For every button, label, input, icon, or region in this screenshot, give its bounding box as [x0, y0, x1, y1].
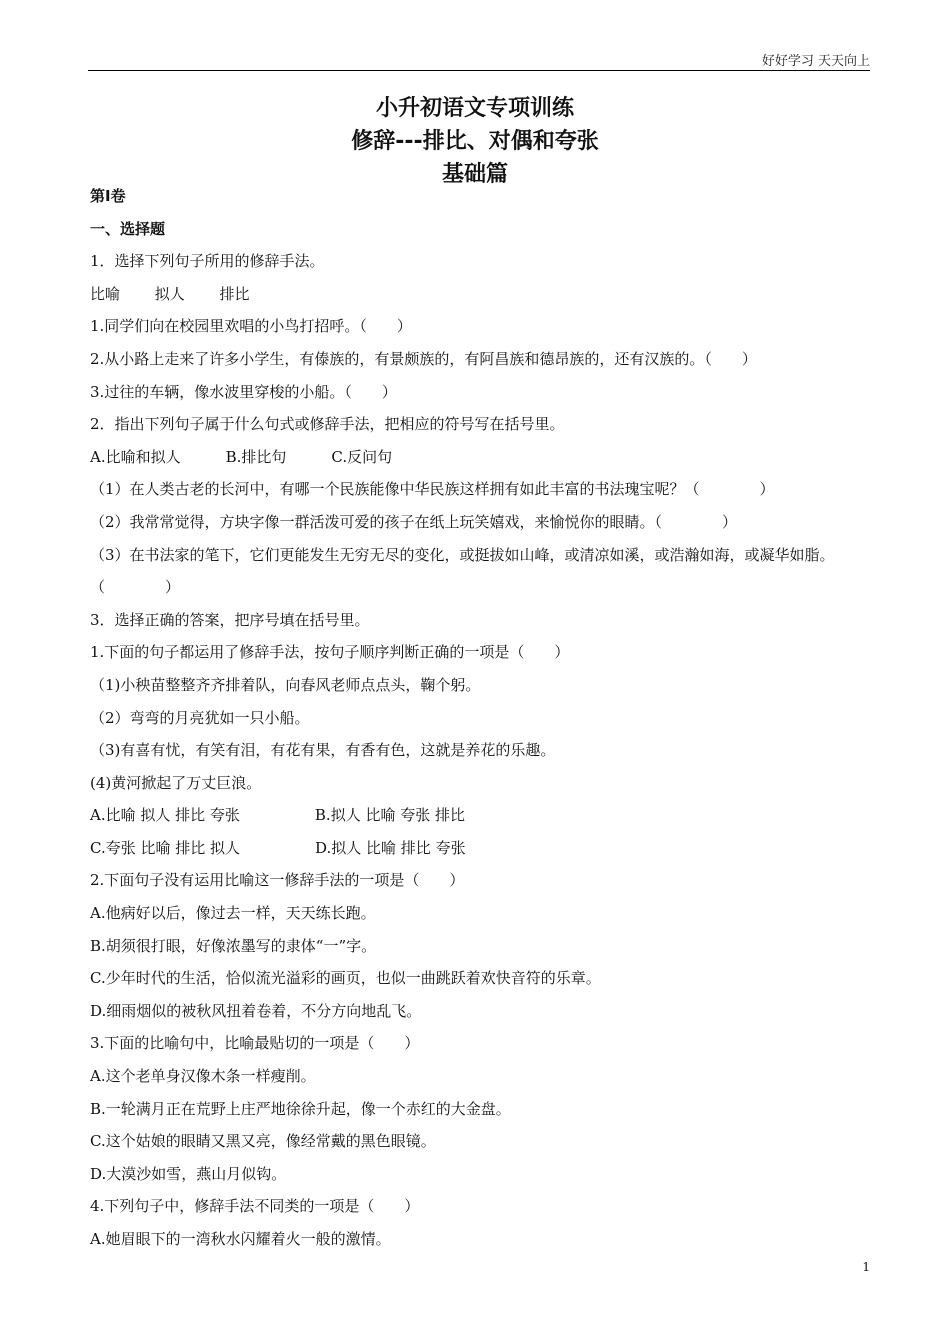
text-line: B.胡须很打眼，好像浓墨写的隶体“一”字。 — [90, 936, 377, 955]
sub-title: 修辞---排比、对偶和夸张 — [351, 129, 599, 154]
text-line: （1)小秧苗整整齐齐排着队，向春风老师点点头，鞠个躬。 — [90, 675, 481, 694]
text-line: 比喻 拟人 排比 — [90, 284, 250, 303]
header-rule — [88, 70, 870, 71]
text-line: A.这个老单身汉像木条一样瘦削。 — [90, 1067, 316, 1086]
text-line: A.她眉眼下的一湾秋水闪耀着火一般的激情。 — [90, 1230, 391, 1248]
text-line: C.少年时代的生活，恰似流光溢彩的画页，也似一曲跳跃着欢快音符的乐章。 — [90, 969, 601, 988]
text-line: D.细雨烟似的被秋风扭着卷着，不分方向地乱飞。 — [90, 1001, 422, 1020]
text-line: (4)黄河掀起了万丈巨浪。 — [90, 773, 262, 792]
text-line: 2.从小路上走来了许多小学生，有傣族的，有景颇族的，有阿昌族和德昂族的，还有汉族的。（ ） — [90, 349, 757, 368]
text-line: 1.下面的句子都运用了修辞手法，按句子顺序判断正确的一项是（ ） — [90, 643, 570, 662]
section-heading: 一、选择题 — [90, 219, 166, 238]
text-line: A.比喻和拟人 B.排比句 C.反问句 — [90, 447, 393, 466]
text-line: 3．选择正确的答案，把序号填在括号里。 — [90, 610, 370, 629]
text-line: C.这个姑娘的眼睛又黑又亮，像经常戴的黑色眼镜。 — [90, 1132, 436, 1151]
page-header-text: 好好学习 天天向上 — [761, 54, 870, 69]
section-heading: 第Ⅰ卷 — [90, 187, 126, 205]
text-line: 1.同学们向在校园里欢唱的小鸟打招呼。（ ） — [90, 317, 412, 336]
text-line: A.他病好以后，像过去一样，天天练长跑。 — [90, 904, 376, 923]
text-line: （3)有喜有忧，有笑有泪，有花有果，有香有色，这就是养花的乐趣。 — [90, 741, 556, 760]
text-line: （2）我常常觉得，方块字像一群活泼可爱的孩子在纸上玩笑嬉戏，来愉悦你的眼睛。（ ） — [90, 512, 738, 531]
main-title: 小升初语文专项训练 — [375, 96, 574, 121]
text-line: 2.下面句子没有运用比喻这一修辞手法的一项是（ ） — [90, 871, 465, 890]
text-line: （1）在人类古老的长河中，有哪一个民族能像中华民族这样拥有如此丰富的书法瑰宝呢？（ ） — [90, 480, 775, 499]
level-title: 基础篇 — [441, 162, 508, 187]
text-line: 3.过往的车辆，像水波里穿梭的小船。（ ） — [90, 382, 397, 401]
text-line: 2．指出下列句子属于什么句式或修辞手法，把相应的符号写在括号里。 — [90, 415, 565, 434]
text-line: （3）在书法家的笔下，它们更能发生无穷无尽的变化，或挺拔如山峰，或清凉如溪，或浩瀚如海，或凝华如脂。（ ） — [90, 545, 835, 597]
page-number: 1 — [862, 1260, 870, 1274]
text-line: A.比喻 拟人 排比 夸张 B.拟人 比喻 夸张 排比 — [90, 806, 466, 825]
text-line: 1．选择下列句子所用的修辞手法。 — [90, 252, 325, 271]
text-line: （2）弯弯的月亮犹如一只小船。 — [90, 708, 310, 727]
text-line: C.夸张 比喻 排比 拟人 D.拟人 比喻 排比 夸张 — [90, 838, 466, 857]
document-body — [90, 180, 870, 1256]
text-line: 3.下面的比喻句中，比喻最贴切的一项是（ ） — [90, 1034, 420, 1053]
document-titles — [0, 92, 950, 191]
text-line: D.大漠沙如雪，燕山月似钩。 — [90, 1164, 287, 1183]
text-line: 4.下列句子中，修辞手法不同类的一项是（ ） — [90, 1197, 420, 1216]
text-line: B.一轮满月正在荒野上庄严地徐徐升起，像一个赤红的大金盘。 — [90, 1099, 511, 1118]
